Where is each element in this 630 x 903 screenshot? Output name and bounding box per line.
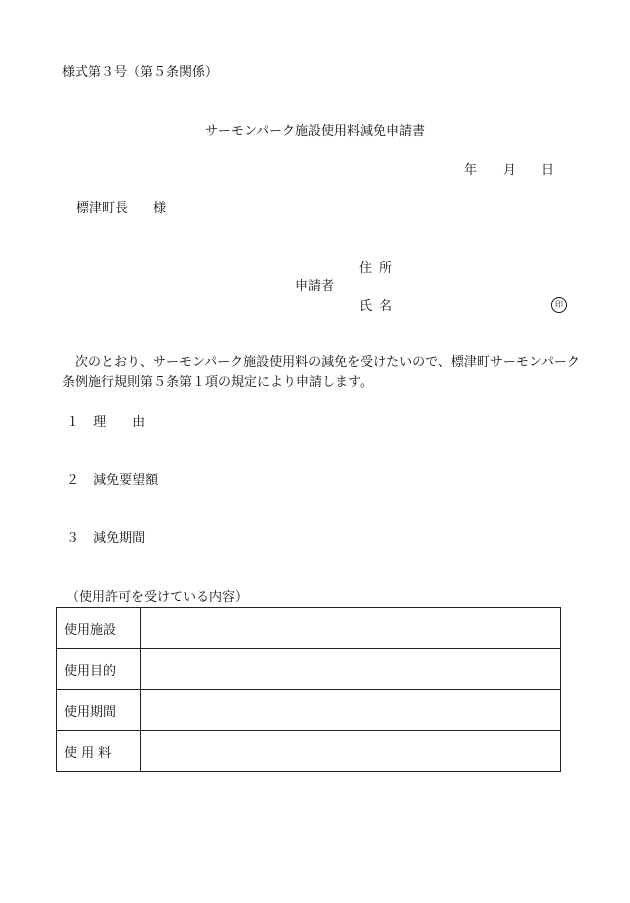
table-row (57, 690, 561, 731)
table-caption: （使用許可を受けている内容） (66, 590, 249, 605)
date-year-label: 年 (464, 163, 478, 178)
row-value-field[interactable] (141, 608, 561, 649)
item-label: 減免期間 (93, 531, 146, 546)
address-label: 住所 (359, 261, 400, 276)
row-value-field[interactable] (141, 690, 561, 731)
item-number: ２ (66, 473, 80, 488)
item-reduction-amount (66, 473, 158, 489)
item-number: １ (66, 415, 80, 430)
row-value-field[interactable] (141, 649, 561, 690)
row-label: 使 用 料 (57, 731, 141, 772)
document-title: サーモンパーク施設使用料減免申請書 (204, 124, 426, 139)
item-label: 減免要望額 (93, 473, 159, 488)
table-row (57, 731, 561, 772)
date-month-label: 月 (503, 163, 517, 178)
permit-table (56, 607, 561, 772)
table-row (57, 649, 561, 690)
body-paragraph: 次のとおり、サーモンパーク施設使用料の減免を受けたいので、標津町サーモンパーク条例施行規則第５条第１項の規定により申請します。 (62, 355, 580, 390)
seal-mark: 印 (551, 297, 567, 313)
addressee-name: 標津町長 (76, 201, 129, 216)
item-reduction-period (66, 531, 145, 547)
applicant-label: 申請者 (295, 279, 335, 294)
form-id: 様式第３号（第５条関係） (62, 65, 219, 80)
item-number: ３ (66, 531, 80, 546)
row-label: 使用施設 (57, 608, 141, 649)
table-row (57, 608, 561, 649)
row-label: 使用期間 (57, 690, 141, 731)
row-value-field[interactable] (141, 731, 561, 772)
item-label: 理 由 (93, 415, 146, 430)
name-label: 氏名 (359, 299, 400, 314)
addressee-honorific: 様 (153, 201, 167, 216)
date-day-label: 日 (541, 163, 555, 178)
row-label: 使用目的 (57, 649, 141, 690)
item-reason (66, 415, 145, 431)
